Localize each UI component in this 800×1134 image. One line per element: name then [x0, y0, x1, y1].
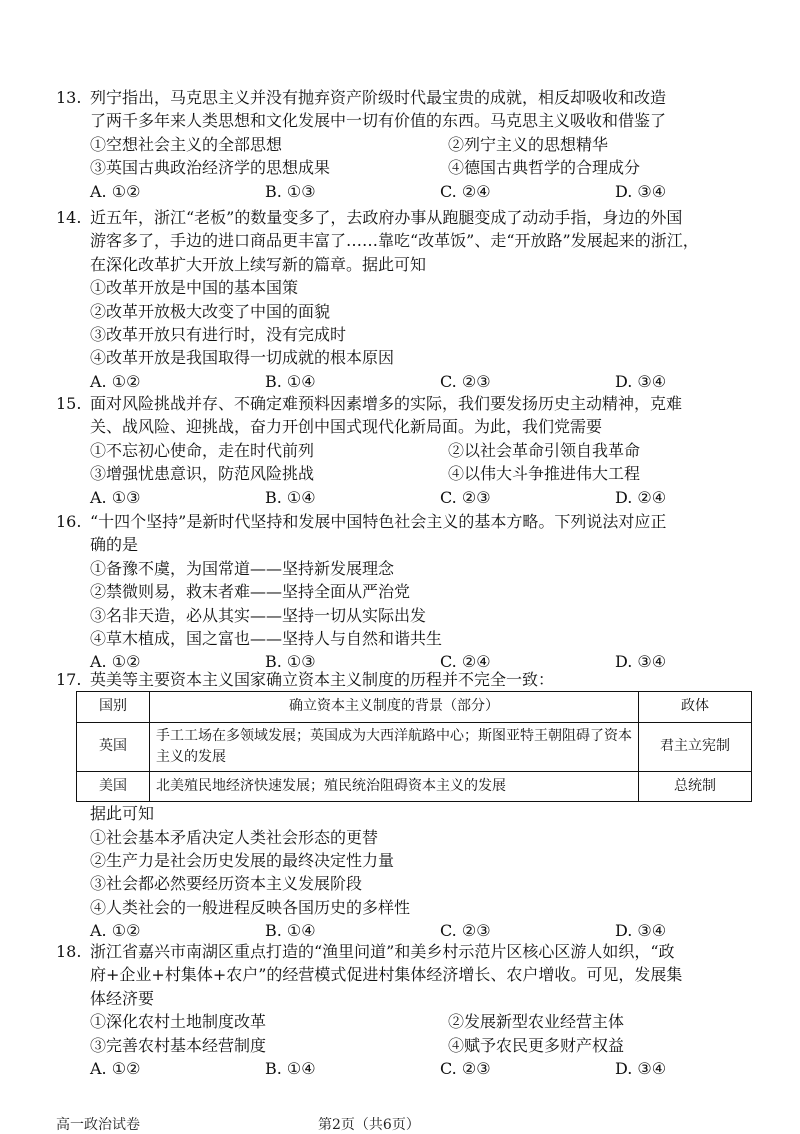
table-row: [77, 771, 752, 801]
question-stem-cont: 了两千多年来人类思想和文化发展中一切有价值的东西。马克思主义吸收和借鉴了: [90, 111, 667, 131]
table-cell: 英国: [77, 722, 150, 771]
choice-b: B. ①④: [265, 371, 316, 391]
question-number: 15.: [56, 394, 82, 413]
option-2: ②列宁主义的思想精华: [448, 134, 609, 154]
option-4: ④赋予农民更多财产权益: [448, 1035, 625, 1055]
question-number: 13.: [56, 88, 82, 107]
option-2: ②禁微则易，救末者难——坚持全面从严治党: [90, 582, 411, 602]
answer-choices: [56, 370, 776, 393]
table-cell: 君主立宪制: [639, 722, 752, 771]
option-4: ④人类社会的一般进程反映各国历史的多样性: [90, 897, 411, 917]
choice-a: A. ①②: [90, 652, 141, 672]
question-stem-cont: 确的是: [90, 535, 139, 555]
question-number: 18.: [56, 942, 82, 961]
option-3: ③完善农村基本经营制度: [90, 1035, 267, 1055]
question-number: 16.: [56, 512, 82, 531]
option-2: ②生产力是社会历史发展的最终决定性力量: [90, 851, 395, 871]
choice-c: C. ②④: [440, 181, 491, 201]
question-stem: 列宁指出，马克思主义并没有抛弃资产阶级时代最宝贵的成就，相反却吸收和改造: [90, 88, 667, 107]
table-header: 国别: [77, 692, 150, 722]
choice-a: A. ①②: [90, 1059, 141, 1079]
table-cell: 北美殖民地经济快速发展；殖民统治阻碍资本主义的发展: [150, 771, 639, 801]
question-18: [56, 940, 776, 1080]
footer-page-number: 第2页（共6页）: [318, 1117, 420, 1133]
question-stem: 浙江省嘉兴市南湖区重点打造的“渔里问道”和美乡村示范片区核心区游人如织，“政: [90, 942, 675, 961]
option-2: ②改革开放极大改变了中国的面貌: [90, 301, 331, 321]
option-4: ④草木植成，国之富也——坚持人与自然和谐共生: [90, 629, 443, 649]
option-2: ②发展新型农业经营主体: [448, 1012, 625, 1032]
option-3: ③名非天造，必从其实——坚持一切从实际出发: [90, 605, 427, 625]
choice-d: D. ③④: [615, 1059, 667, 1079]
question-stem-cont: 体经济要: [90, 988, 155, 1008]
question-stem: 英美等主要资本主义国家确立资本主义制度的历程并不完全一致：: [90, 670, 555, 689]
choice-c: C. ②④: [440, 652, 491, 672]
question-number: 17.: [56, 670, 82, 689]
choice-a: A. ①③: [90, 487, 141, 507]
choice-b: B. ①④: [265, 1059, 316, 1079]
question-stem-cont: 据此可知: [90, 804, 155, 824]
option-3: ③增强忧患意识，防范风险挑战: [90, 464, 315, 484]
choice-b: B. ①④: [265, 487, 316, 507]
option-3: ③英国古典政治经济学的思想成果: [90, 158, 331, 178]
question-stem-cont: 关、战风险、迎挑战，奋力开创中国式现代化新局面。为此，我们党需要: [90, 417, 603, 437]
question-stem-cont: 在深化改革扩大开放上续写新的篇章。据此可知: [90, 254, 427, 274]
choice-d: D. ②④: [615, 487, 667, 507]
choice-d: D. ③④: [615, 181, 667, 201]
option-3: ③改革开放只有进行时，没有完成时: [90, 325, 347, 345]
choice-a: A. ①②: [90, 371, 141, 391]
question-stem-cont: 游客多了，手边的进口商品更丰富了……靠吃“改革饭”、走“开放路”发展起来的浙江，: [90, 231, 699, 251]
table-cell: 总统制: [639, 771, 752, 801]
table-cell: 美国: [77, 771, 150, 801]
choice-d: D. ③④: [615, 652, 667, 672]
choice-a: A. ①②: [90, 181, 141, 201]
choice-b: B. ①④: [265, 921, 316, 941]
choice-c: C. ②③: [440, 921, 491, 941]
option-4: ④以伟大斗争推进伟大工程: [448, 464, 641, 484]
question-16: [56, 510, 776, 674]
option-1: ①社会基本矛盾决定人类社会形态的更替: [90, 827, 379, 847]
choice-c: C. ②③: [440, 1059, 491, 1079]
table-header-row: [77, 692, 752, 722]
choice-b: B. ①③: [265, 181, 316, 201]
table-cell: 手工工场在多领域发展；英国成为大西洋航路中心；斯图亚特王朝阻碍了资本主义的发展: [150, 722, 639, 771]
question-number: 14.: [56, 208, 82, 227]
choice-a: A. ①②: [90, 921, 141, 941]
comparison-table: [76, 691, 752, 802]
option-1: ①深化农村土地制度改革: [90, 1012, 267, 1032]
choice-d: D. ③④: [615, 921, 667, 941]
option-1: ①备豫不虞，为国常道——坚持新发展理念: [90, 558, 395, 578]
question-stem: “十四个坚持”是新时代坚持和发展中国特色社会主义的基本方略。下列说法对应正: [90, 512, 667, 531]
option-1: ①空想社会主义的全部思想: [90, 134, 283, 154]
question-stem-cont: 府+企业+村集体+农户”的经营模式促进村集体经济增长、农户增收。可见，发展集: [90, 965, 683, 985]
option-2: ②以社会革命引领自我革命: [448, 440, 641, 460]
footer-exam-title: 高一政治试卷: [56, 1117, 140, 1133]
question-15: [56, 392, 776, 509]
table-header: 政体: [639, 692, 752, 722]
table-row: [77, 722, 752, 771]
choice-b: B. ①③: [265, 652, 316, 672]
question-stem: 面对风险挑战并存、不确定难预料因素增多的实际，我们要发扬历史主动精神，克难: [90, 394, 683, 413]
answer-choices: [56, 180, 776, 203]
option-4: ④德国古典哲学的合理成分: [448, 158, 641, 178]
answer-choices: [56, 486, 776, 509]
question-14: [56, 206, 776, 393]
option-1: ①不忘初心使命，走在时代前列: [90, 440, 315, 460]
answer-choices: [56, 1057, 776, 1080]
question-17: [56, 668, 776, 943]
table-header: 确立资本主义制度的背景（部分）: [150, 692, 639, 722]
question-13: [56, 86, 776, 203]
choice-d: D. ③④: [615, 371, 667, 391]
option-4: ④改革开放是我国取得一切成就的根本原因: [90, 348, 395, 368]
question-stem: 近五年，浙江“老板”的数量变多了，去政府办事从跑腿变成了动动手指，身边的外国: [90, 208, 683, 227]
choice-c: C. ②③: [440, 371, 491, 391]
option-3: ③社会都必然要经历资本主义发展阶段: [90, 874, 363, 894]
choice-c: C. ②③: [440, 487, 491, 507]
option-1: ①改革开放是中国的基本国策: [90, 278, 299, 298]
